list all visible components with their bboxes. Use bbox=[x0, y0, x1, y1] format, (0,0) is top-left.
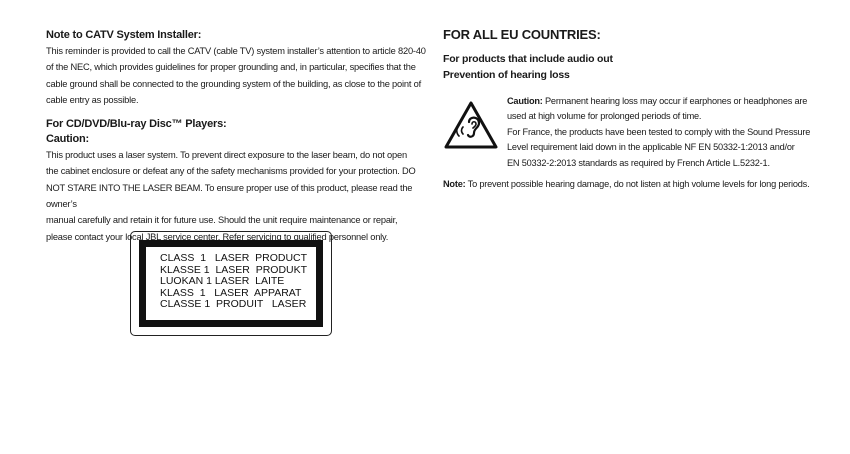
hearing-caution bbox=[443, 94, 823, 174]
catv-line: cable ground shall be connected to the grounding system of the building, as close to the point of bbox=[46, 78, 421, 89]
laser-label-line: CLASS 1 LASER PRODUCT bbox=[160, 252, 308, 264]
laser-label-line: KLASSE 1 LASER PRODUKT bbox=[160, 263, 308, 276]
caution-line: For France, the products have been tested to comply with the Sound Pressure bbox=[507, 126, 811, 137]
eu-subheading-audio: For products that include audio out bbox=[443, 53, 613, 65]
hearing-warning-icon bbox=[443, 100, 499, 150]
laser-label-frame bbox=[139, 240, 323, 327]
catv-line: This reminder is provided to call the CATV (cable TV) system installer’s attention to article 820-40 bbox=[46, 46, 426, 56]
players-heading: For CD/DVD/Blu-ray Disc™ Players: bbox=[46, 118, 227, 131]
laser-label-line: CLASSE 1 PRODUIT LASER bbox=[160, 298, 307, 311]
players-caution-label: Caution: bbox=[46, 133, 90, 146]
caution-first-line bbox=[507, 94, 827, 109]
catv-line: of the NEC, which provides guidelines for proper grounding and, in particular, specifies that the bbox=[46, 62, 416, 73]
caution-line: used at high volume for prolonged periods of time. bbox=[507, 111, 702, 122]
players-section bbox=[46, 117, 426, 245]
eu-heading: FOR ALL EU COUNTRIES: bbox=[443, 27, 601, 42]
eu-subheading-hearing: Prevention of hearing loss bbox=[443, 69, 570, 81]
left-column bbox=[46, 28, 426, 254]
players-line: manual carefully and retain it for future use. Should the unit require maintenance or repair, bbox=[46, 215, 398, 226]
right-column bbox=[443, 27, 823, 192]
caution-line: Permanent hearing loss may occur if earphones or headphones are bbox=[542, 96, 808, 106]
caution-line: EN 50332-2:2013 standards as required by French Article L.5232-1. bbox=[507, 157, 770, 168]
laser-label-line: LUOKAN 1 LASER LAITE bbox=[160, 275, 285, 288]
hearing-note bbox=[443, 177, 823, 192]
note-text: To prevent possible hearing damage, do not listen at high volume levels for long periods. bbox=[465, 179, 810, 189]
laser-label bbox=[130, 231, 332, 336]
catv-section bbox=[46, 28, 426, 108]
caution-line: Level requirement laid down in the applicable NF EN 50332-1:2013 and/or bbox=[507, 142, 795, 153]
players-line: the cabinet enclosure or defeat any of the safety mechanisms provided for your protection. DO bbox=[46, 166, 416, 177]
hearing-caution-text bbox=[507, 94, 827, 171]
players-line: NOT STARE INTO THE LASER BEAM. To ensure proper use of this product, please read the owner’s bbox=[46, 182, 413, 210]
note-label: Note: bbox=[443, 179, 466, 189]
laser-label-line: KLASS 1 LASER APPARAT bbox=[160, 286, 302, 299]
caution-label: Caution: bbox=[507, 96, 543, 106]
players-line: This product uses a laser system. To prevent direct exposure to the laser beam, do not open bbox=[46, 150, 407, 161]
players-line: please contact your local JBL service center. Refer servicing to qualified personnel only. bbox=[46, 231, 389, 242]
catv-line: cable entry as possible. bbox=[46, 94, 139, 105]
catv-heading: Note to CATV System Installer: bbox=[46, 29, 202, 41]
